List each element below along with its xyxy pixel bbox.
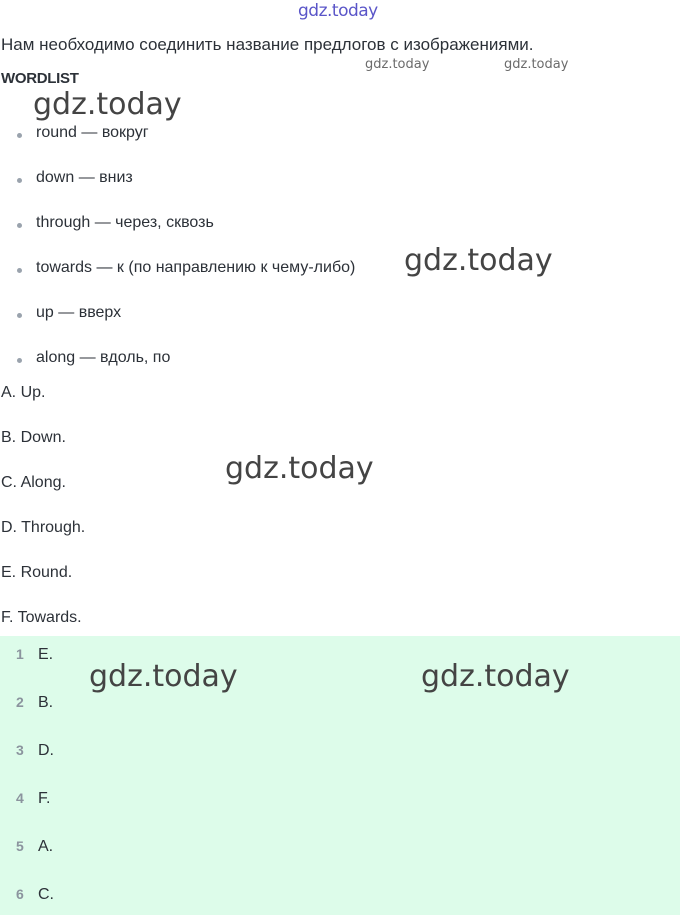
answer-item: B. Down. [1, 429, 66, 446]
watermark-small: gdz.today [504, 57, 569, 72]
watermark-large: gdz.today [89, 659, 238, 694]
watermark-top: gdz.today [298, 1, 378, 21]
answer-item: D. Through. [1, 519, 86, 536]
matches-box: 1 E. 2 B. 3 D. 4 F. 5 A. 6 C. [0, 636, 680, 915]
intro-text: Нам необходимо соединить название предлогов с изображениями. [1, 35, 534, 54]
watermark-large: gdz.today [421, 659, 570, 694]
watermark-large: gdz.today [33, 87, 182, 122]
answer-item: E. Round. [1, 564, 73, 581]
bullet-icon [17, 223, 22, 228]
bullet-icon [17, 358, 22, 363]
watermark-small: gdz.today [365, 57, 430, 72]
bullet-icon [17, 133, 22, 138]
watermark-large: gdz.today [404, 243, 553, 278]
wordlist-heading: WORDLIST [1, 70, 79, 87]
answer-item: F. Towards. [1, 609, 82, 626]
answer-item: A. Up. [1, 384, 46, 401]
bullet-icon [17, 178, 22, 183]
bullet-icon [17, 268, 22, 273]
answer-item: C. Along. [1, 474, 66, 491]
watermark-large: gdz.today [225, 451, 374, 486]
bullet-icon [17, 313, 22, 318]
